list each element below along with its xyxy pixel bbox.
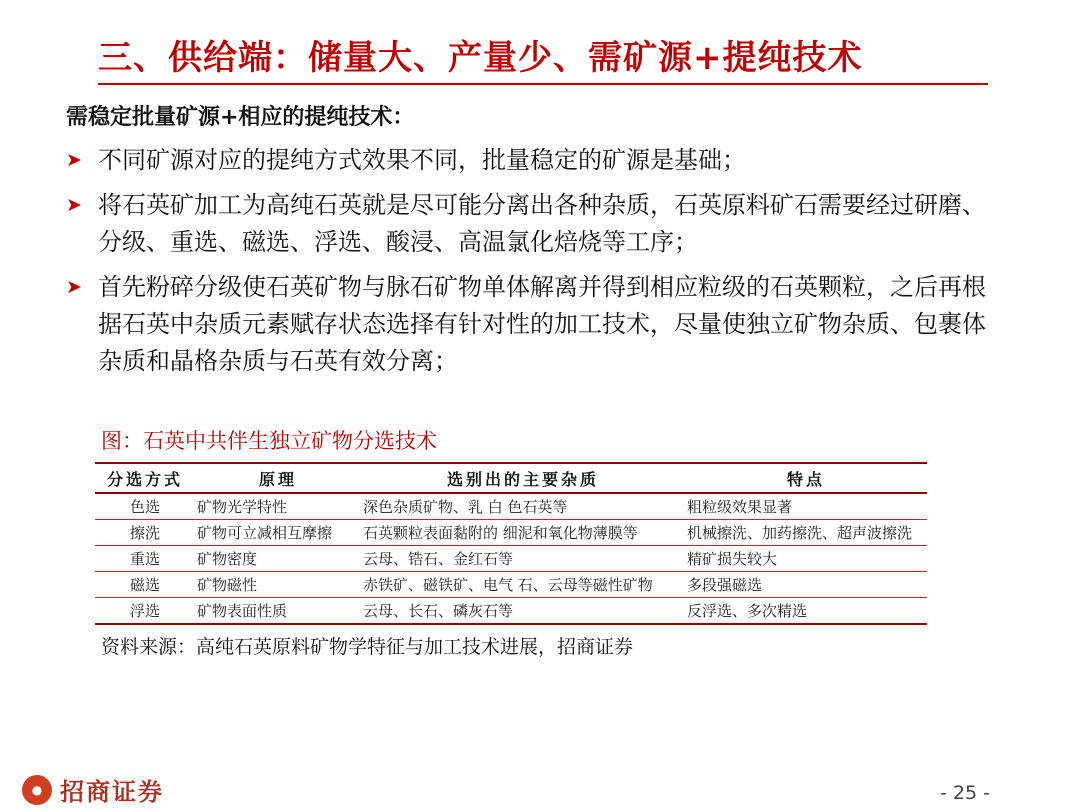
table-cell: 石英颗粒表面黏附的 细泥和氧化物薄膜等 <box>361 520 685 546</box>
table-cell: 深色杂质矿物、乳 白 色石英等 <box>361 493 685 520</box>
bullet-item <box>66 187 996 261</box>
table-cell: 矿物密度 <box>195 546 361 572</box>
slide-title: 三、供给端：储量大、产量少、需矿源+提纯技术 <box>98 38 863 78</box>
column-header: 特点 <box>685 463 927 493</box>
table-row <box>95 546 927 572</box>
table-cell: 擦洗 <box>95 520 195 546</box>
table-cell: 重选 <box>95 546 195 572</box>
bullet-text: 首先粉碎分级使石英矿物与脉石矿物单体解离并得到相应粒级的石英颗粒，之后再根据石英中杂质元素赋存状态选择有针对性的加工技术，尽量使独立矿物杂质、包裹体杂质和晶格杂质与石英有效分离； <box>98 273 986 375</box>
table-cell: 矿物磁性 <box>195 572 361 598</box>
table-cell: 矿物表面性质 <box>195 598 361 625</box>
figure-caption: 图：石英中共伴生独立矿物分选技术 <box>101 429 437 453</box>
table-cell: 机械擦洗、加药擦洗、超声波擦洗 <box>685 520 927 546</box>
page-number: - 25 - <box>940 782 990 804</box>
arrow-bullet-icon: ➤ <box>66 276 82 298</box>
table-cell: 反浮选、多次精选 <box>685 598 927 625</box>
logo-text: 招商证券 <box>60 778 164 806</box>
column-header: 原理 <box>195 463 361 493</box>
bullet-item <box>66 269 996 380</box>
title-divider <box>98 83 988 85</box>
table-cell: 粗粒级效果显著 <box>685 493 927 520</box>
table-header-row <box>95 463 927 493</box>
table-row <box>95 520 927 546</box>
company-logo <box>22 772 164 807</box>
table-row <box>95 572 927 598</box>
bullet-text: 将石英矿加工为高纯石英就是尽可能分离出各种杂质，石英原料矿石需要经过研磨、分级、重选、磁选、浮选、酸浸、高温氯化焙烧等工序； <box>98 191 986 256</box>
table-cell: 赤铁矿、磁铁矿、电气 石、云母等磁性矿物 <box>361 572 685 598</box>
arrow-bullet-icon: ➤ <box>66 194 82 216</box>
table-cell: 多段强磁选 <box>685 572 927 598</box>
table-row <box>95 598 927 625</box>
table-row <box>95 493 927 520</box>
separation-table <box>95 462 927 625</box>
section-subtitle: 需稳定批量矿源+相应的提纯技术： <box>66 105 415 130</box>
source-note: 资料来源：高纯石英原料矿物学特征与加工技术进展，招商证券 <box>101 636 634 658</box>
column-header: 选别出的主要杂质 <box>361 463 685 493</box>
table-cell: 矿物光学特性 <box>195 493 361 520</box>
column-header: 分选方式 <box>95 463 195 493</box>
bullet-item <box>66 142 996 179</box>
table-cell: 云母、长石、磷灰石等 <box>361 598 685 625</box>
bullet-list <box>66 142 996 388</box>
logo-mark-icon: ● <box>22 775 52 805</box>
bullet-text: 不同矿源对应的提纯方式效果不同，批量稳定的矿源是基础； <box>98 146 746 174</box>
table-cell: 云母、锆石、金红石等 <box>361 546 685 572</box>
table-cell: 矿物可立减相互摩擦 <box>195 520 361 546</box>
table-cell: 浮选 <box>95 598 195 625</box>
table-cell: 精矿损失较大 <box>685 546 927 572</box>
arrow-bullet-icon: ➤ <box>66 149 82 171</box>
table-cell: 色选 <box>95 493 195 520</box>
table-cell: 磁选 <box>95 572 195 598</box>
